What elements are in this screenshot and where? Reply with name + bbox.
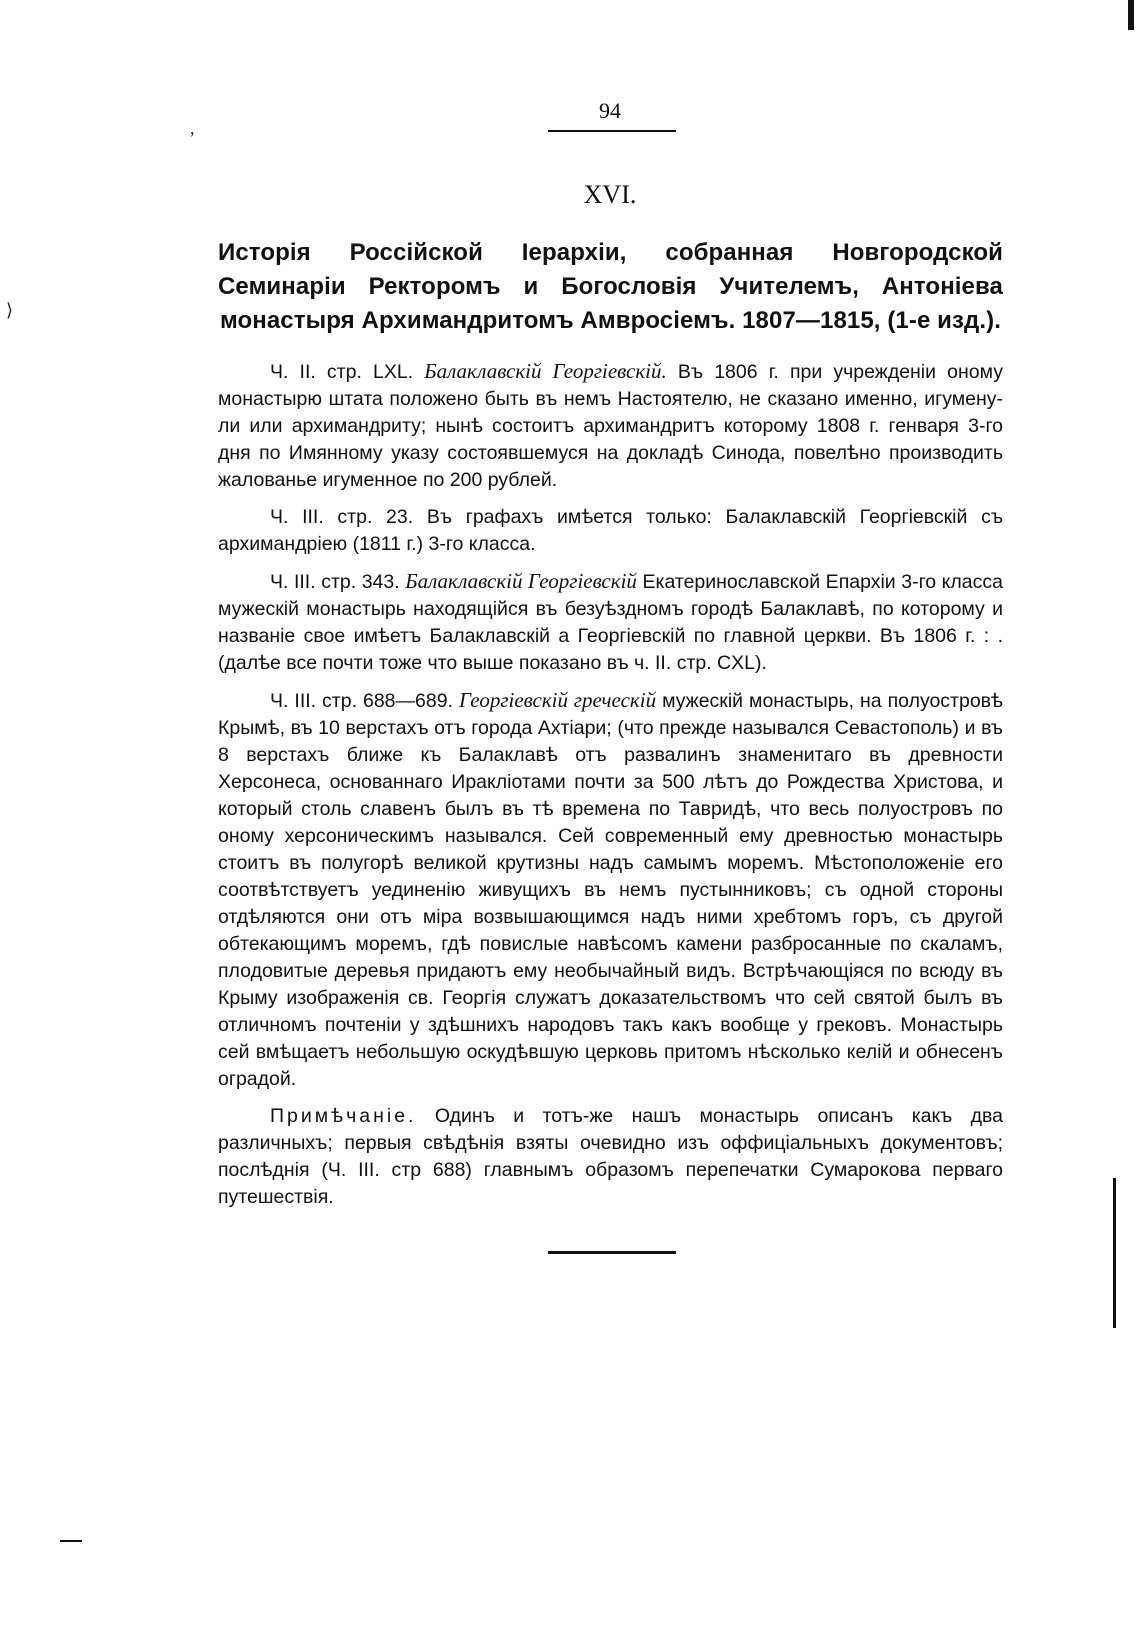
paragraph-4-ref: Ч. III. стр. 688—689. [270,690,453,712]
scan-edge-bar-right [1113,1178,1116,1328]
paragraph-3-text: Екатеринославской Епархіи 3-го класса мужескій монастырь находящійся въ безуѣздномъ городѣ Балаклавѣ, по которому и названіе свое имѣетъ Балаклавскій а Георгіевскій по главной церкви. Въ 1806 г. : . (далѣе все почти тоже что выше показано въ ч. II. стр. CXL). [218,571,1003,674]
paragraph-1-ref: Ч. II. стр. LXL. [270,361,414,383]
paragraph-3-italic: Балаклавскій Георгіевскій [405,569,637,593]
note-text: Одинъ и тотъ-же нашъ монастырь описанъ какъ два различныхъ; первыя свѣдѣнія взяты очевидно изъ оффиціальныхъ документовъ; послѣднія (Ч. III. стр 688) главнымъ образомъ перепечатки Сумарокова перваго путешествія. [218,1105,1003,1208]
page-number-rule [548,130,676,132]
note-heading: Примѣчаніе. [270,1105,417,1127]
paragraph-4-text: мужескій монастырь, на полуостровѣ Крымѣ, въ 10 верстахъ отъ города Ахтіари; (что прежде назывался Севастополь) и въ 8 верстахъ ближе къ Балаклавѣ отъ развалинъ знаменитаго въ древности Херсонеса, основаннаго Ираклiотами почти за 500 лѣтъ до Рождества Христова, и который столь славенъ былъ въ тѣ времена по Тавридѣ, что весь полуостровъ по оному херсоническимъ назывался. Сей современный ему древностью монастырь стоитъ въ полугорѣ великой крутизны надъ самымъ моремъ. Мѣстоположеніе его соотвѣтствуетъ уединенію живущихъ въ немъ пустынниковъ; съ одной стороны отдѣляются они отъ міра возвышающимся надъ ними хребтомъ горъ, съ другой обтекающимъ моремъ, гдѣ повислые навѣсомъ камени разбросанные по скаламъ, плодовитые деревья придаютъ ему необычайный видъ. Встрѣчающіяся по всюду въ Крыму изображенія св. Георгія служатъ доказательствомъ что сей святой былъ въ отличномъ почтеніи у здѣшнихъ народовъ такъ какъ вообще у грековъ. Монастырь сей вмѣщаетъ небольшую оскудѣвшую церковь притомъ нѣсколько келій и обнесенъ оградой. [218,690,1003,1090]
scan-speck-left: ⟩ [6,300,14,320]
end-rule [548,1251,676,1254]
paragraph-1-text: Въ 1806 г. при учрежденіи оному монастырю штата положено быть въ немъ Настоятелю, не сказано именно, игумену-ли или архимандриту; нынѣ состоитъ архимандритъ которому 1808 г. генваря 3-го дня по Имянному указу состоявшемуся на докладѣ Синода, повелѣно производить жалованье игуменное по 200 рублей. [218,361,1003,491]
paragraph-1-italic: Балаклавскій Георгіевскій. [424,359,667,383]
paragraph-2-text: Въ графахъ имѣется только: Балаклавскій Георгіевскій съ архимандріею (1811 г.) 3-го класса. [218,506,1004,555]
paragraph-2 [218,504,1003,558]
scan-mark-left [60,1540,82,1542]
paragraph-4-italic: Георгіевскій греческій [458,688,657,712]
note-paragraph [218,1103,1003,1211]
paragraph-2-ref: Ч. III. стр. 23. [270,506,414,528]
paragraph-3 [218,568,1003,677]
paragraph-1 [218,358,1003,494]
document-title: Исторія Россійской Іерархіи, собранная Новгородской Семинаріи Ректоромъ и Богословія Учителемъ, Антоніева монастыря Архимандритомъ Амвросіемъ. 1807—1815, (1-е изд.). [218,239,1003,334]
body-text [218,358,1003,1221]
scan-edge-bar-top [1128,0,1134,30]
section-number: XVI. [583,180,637,209]
page-number: 94 [599,98,621,123]
scan-speck-top: , [190,118,195,138]
paragraph-3-ref: Ч. III. стр. 343. [270,571,400,593]
paragraph-4 [218,687,1003,1093]
